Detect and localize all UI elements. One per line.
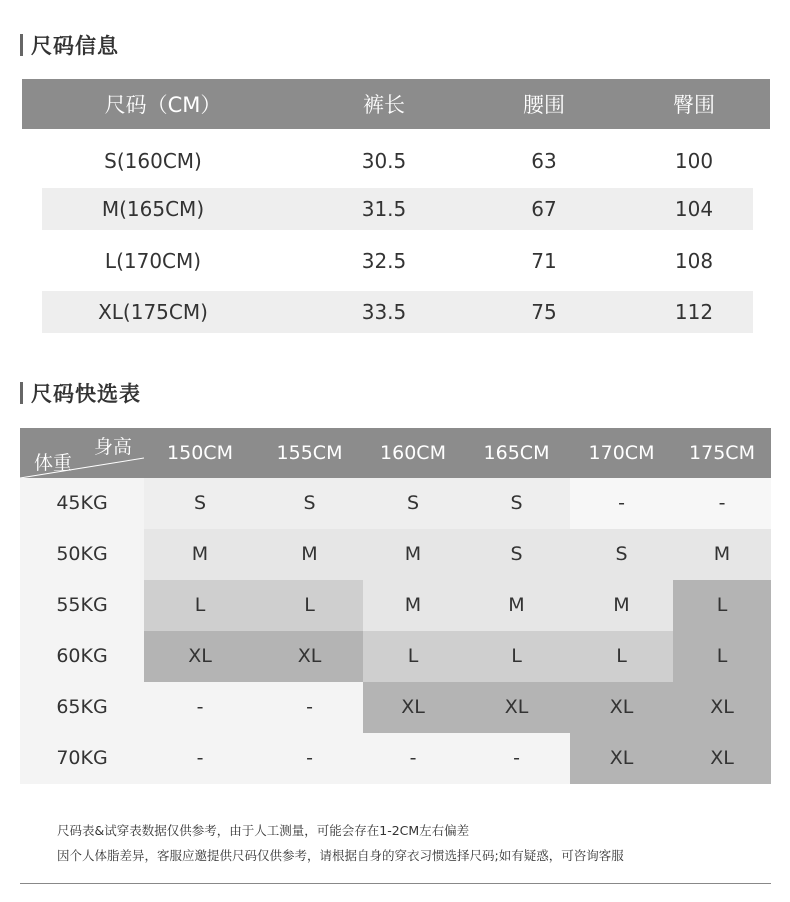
size-cell: XL	[256, 631, 363, 682]
weight-label: 60KG	[20, 631, 144, 682]
quick-pick-table	[20, 428, 771, 784]
size-cell: M	[144, 529, 256, 580]
quick-pick-heading	[20, 378, 141, 408]
cell-hip: 112	[674, 300, 714, 324]
size-cell: M	[363, 529, 463, 580]
size-info-row	[42, 240, 753, 282]
cell-length: 31.5	[361, 197, 407, 221]
size-cell: L	[256, 580, 363, 631]
weight-label: 70KG	[20, 733, 144, 784]
size-cell: S	[463, 529, 570, 580]
cell-waist: 75	[531, 300, 557, 324]
size-cell: L	[673, 580, 771, 631]
size-info-title: 尺码信息	[31, 34, 119, 58]
cell-waist: 67	[531, 197, 557, 221]
weight-label: 65KG	[20, 682, 144, 733]
size-cell: -	[673, 478, 771, 529]
height-header-cell: 175CM	[689, 442, 755, 464]
cell-size: L(170CM)	[104, 249, 202, 273]
bottom-divider	[20, 883, 771, 884]
size-cell: -	[144, 682, 256, 733]
cell-size: M(165CM)	[101, 197, 205, 221]
size-cell: S	[570, 529, 673, 580]
height-header-cell: 155CM	[276, 442, 343, 464]
size-cell: XL	[463, 682, 570, 733]
weight-label: 50KG	[20, 529, 144, 580]
size-cell: XL	[673, 682, 771, 733]
size-info-row	[42, 140, 753, 182]
size-cell: -	[570, 478, 673, 529]
cell-hip: 104	[674, 197, 714, 221]
corner-height-label: 身高	[94, 436, 133, 458]
cell-length: 32.5	[361, 249, 407, 273]
size-cell: L	[144, 580, 256, 631]
header-waist: 腰围	[523, 93, 565, 117]
size-cell: L	[363, 631, 463, 682]
height-header-cell: 170CM	[588, 442, 655, 464]
corner-weight-label: 体重	[34, 452, 73, 474]
size-cell: XL	[570, 733, 673, 784]
size-cell: XL	[570, 682, 673, 733]
height-header-cell: 150CM	[167, 442, 233, 464]
size-cell: M	[570, 580, 673, 631]
size-cell: -	[256, 733, 363, 784]
size-cell: XL	[144, 631, 256, 682]
height-header-cell: 160CM	[380, 442, 446, 464]
size-cell: -	[463, 733, 570, 784]
cell-hip: 100	[674, 149, 714, 173]
header-hip: 臀围	[673, 93, 715, 117]
size-cell: -	[256, 682, 363, 733]
size-cell: -	[144, 733, 256, 784]
cell-length: 30.5	[361, 149, 407, 173]
size-cell: L	[673, 631, 771, 682]
cell-hip: 108	[674, 249, 714, 273]
size-cell: XL	[673, 733, 771, 784]
header-size: 尺码（CM）	[104, 93, 222, 117]
size-cell: S	[144, 478, 256, 529]
size-cell: S	[363, 478, 463, 529]
note-line: 因个人体脂差异，客服应邀提供尺码仅供参考，请根据自身的穿衣习惯选择尺码;如有疑惑，可咨询客服	[57, 848, 624, 863]
size-cell: S	[463, 478, 570, 529]
size-cell: M	[673, 529, 771, 580]
cell-waist: 63	[531, 149, 557, 173]
height-header-cell: 165CM	[483, 442, 550, 464]
heading-accent-bar	[20, 382, 23, 404]
heading-accent-bar	[20, 34, 23, 56]
quick-pick-header-row	[20, 428, 771, 478]
size-cell: L	[570, 631, 673, 682]
size-cell: M	[256, 529, 363, 580]
size-cell: M	[463, 580, 570, 631]
size-cell: -	[363, 733, 463, 784]
size-info-header-row	[22, 79, 770, 129]
quick-pick-title: 尺码快选表	[31, 382, 141, 406]
note-line: 尺码表&试穿表数据仅供参考，由于人工测量，可能会存在1-2CM左右偏差	[57, 823, 470, 838]
size-info-table	[22, 79, 770, 129]
cell-size: XL(175CM)	[98, 300, 208, 324]
corner-cell	[20, 428, 144, 478]
weight-label: 55KG	[20, 580, 144, 631]
size-notes	[57, 818, 624, 868]
size-info-row	[42, 188, 753, 230]
size-info-row	[42, 291, 753, 333]
cell-waist: 71	[531, 249, 557, 273]
cell-size: S(160CM)	[104, 149, 202, 173]
header-length: 裤长	[363, 93, 405, 117]
weight-label: 45KG	[20, 478, 144, 529]
size-info-heading	[20, 30, 119, 60]
cell-length: 33.5	[361, 300, 407, 324]
size-cell: M	[363, 580, 463, 631]
size-cell: S	[256, 478, 363, 529]
size-cell: XL	[363, 682, 463, 733]
size-cell: L	[463, 631, 570, 682]
